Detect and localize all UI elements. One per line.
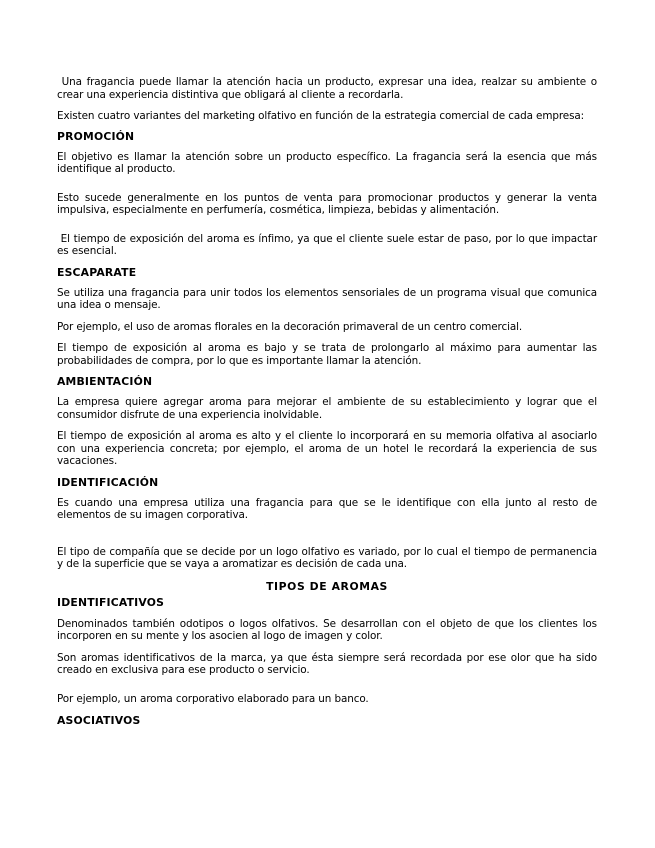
heading-escaparate: ESCAPARATE bbox=[57, 265, 137, 279]
identificacion-paragraph-1: Es cuando una empresa utiliza una fragancia para que se le identifique con ella junto al resto de elementos de su imagen corporativa. bbox=[57, 496, 597, 521]
promocion-paragraph-2: Esto sucede generalmente en los puntos de venta para promocionar productos y generar la venta impulsiva, especialmente en perfumería, cosmética, limpieza, bebidas y alimentación. bbox=[57, 191, 597, 216]
heading-identificacion: IDENTIFICACIÓN bbox=[57, 475, 159, 489]
heading-promocion: PROMOCIÓN bbox=[57, 129, 135, 143]
promocion-paragraph-1: El objetivo es llamar la atención sobre un producto específico. La fragancia será la esencia que más identifique al producto. bbox=[57, 150, 597, 175]
heading-asociativos: ASOCIATIVOS bbox=[57, 714, 141, 727]
escaparate-paragraph-1: Se utiliza una fragancia para unir todos los elementos sensoriales de un programa visual que comunica una idea o mensaje. bbox=[57, 286, 597, 311]
identificacion-paragraph-2: El tipo de compañía que se decide por un logo olfativo es variado, por lo cual el tiempo de permanencia y de la superficie que se vaya a aromatizar es decisión de cada una. bbox=[57, 545, 597, 570]
intro-variants-paragraph: Existen cuatro variantes del marketing olfativo en función de la estrategia comercial de cada empresa: bbox=[57, 110, 585, 122]
heading-identificativos: IDENTIFICATIVOS bbox=[57, 595, 165, 609]
identificativos-paragraph-1: Denominados también odotipos o logos olfativos. Se desarrollan con el objeto de que los clientes los incorporen en su mente y los asocien al logo de imagen y color. bbox=[57, 617, 597, 642]
section-title-tipos-de-aromas: TIPOS DE AROMAS bbox=[266, 579, 388, 593]
escaparate-paragraph-2: Por ejemplo, el uso de aromas florales en la decoración primaveral de un centro comercial. bbox=[57, 320, 523, 333]
identificativos-paragraph-2: Son aromas identificativos de la marca, ya que ésta siempre será recordada por ese olor que ha sido creado en exclusiva para ese producto o servicio. bbox=[57, 651, 597, 676]
identificativos-paragraph-3: Por ejemplo, un aroma corporativo elaborado para un banco. bbox=[57, 692, 369, 705]
ambientacion-paragraph-2: El tiempo de exposición al aroma es alto y el cliente lo incorporará en su memoria olfativa al asociarlo con una experiencia concreta; por ejemplo, el aroma de un hotel le recordará la experiencia de sus vacaciones. bbox=[57, 430, 597, 467]
ambientacion-paragraph-1: La empresa quiere agregar aroma para mejorar el ambiente de su establecimiento y lograr que el consumidor disfrute de una experiencia inolvidable. bbox=[57, 396, 597, 421]
escaparate-paragraph-3: El tiempo de exposición al aroma es bajo y se trata de prolongarlo al máximo para aumentar las probabilidades de compra, por lo que es importante llamar la atención. bbox=[57, 342, 597, 367]
document-page bbox=[57, 76, 597, 727]
heading-ambientacion: AMBIENTACIÓN bbox=[57, 375, 153, 388]
intro-paragraph: Una fragancia puede llamar la atención hacia un producto, expresar una idea, realzar su ambiente o crear una experiencia distintiva que obligará al cliente a recordarla. bbox=[57, 76, 597, 101]
promocion-paragraph-3: El tiempo de exposición del aroma es ínfimo, ya que el cliente suele estar de paso, por lo que impactar es esencial. bbox=[57, 232, 597, 257]
